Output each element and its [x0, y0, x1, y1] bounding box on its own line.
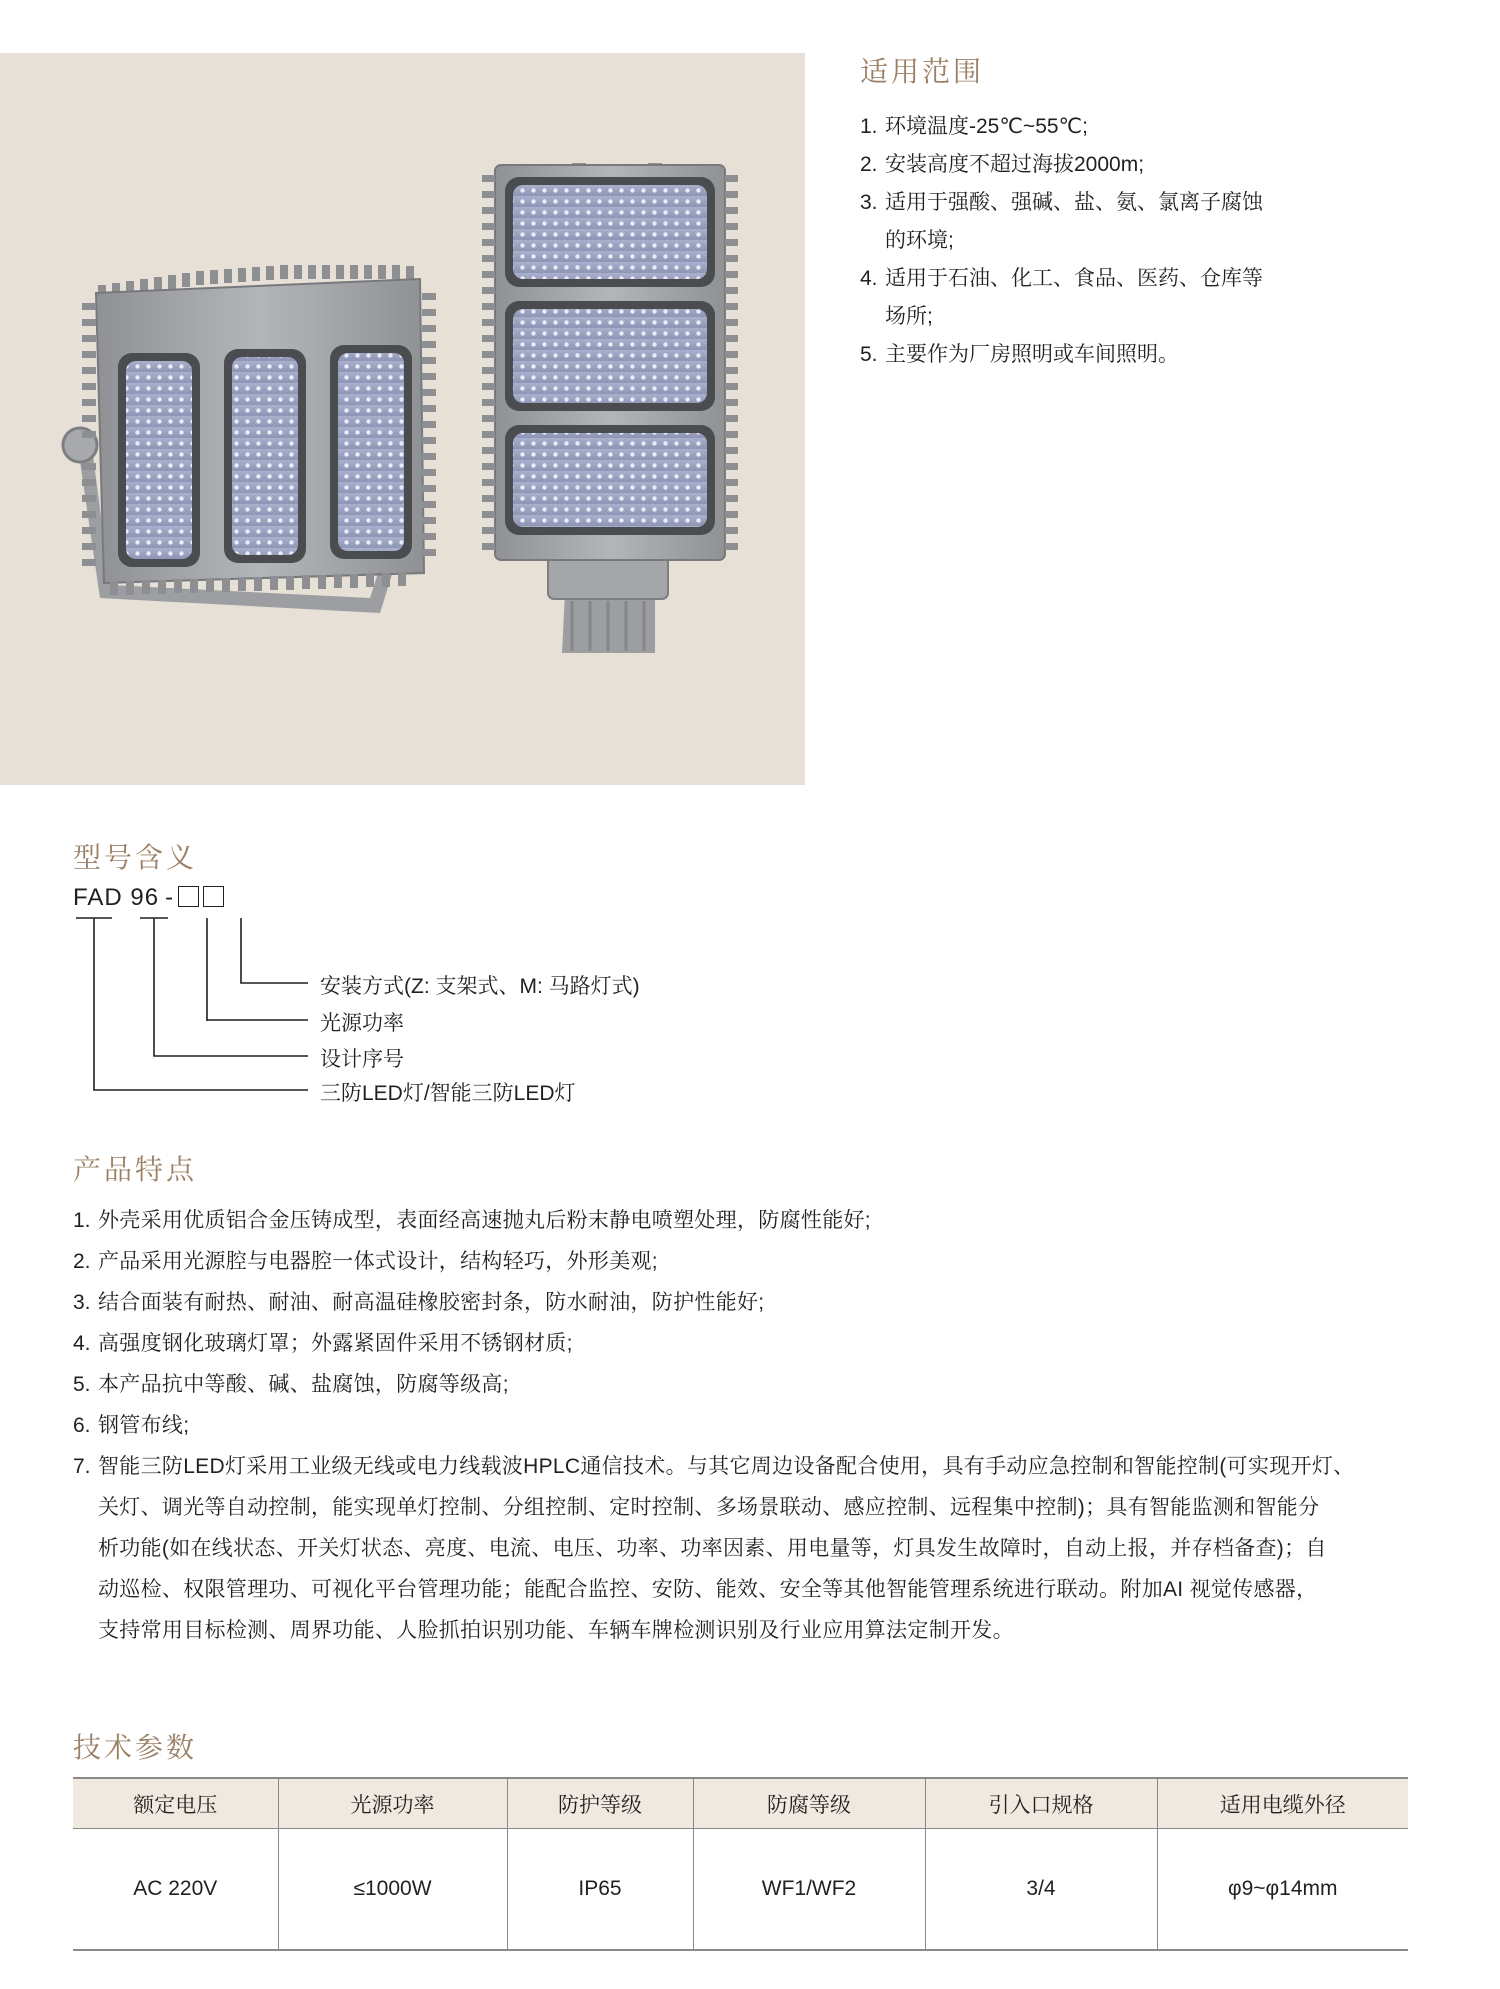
model-label-design-number: 设计序号 — [320, 1048, 404, 1071]
indent-spacer — [73, 1569, 98, 1610]
model-code-prefix: FAD — [73, 884, 123, 911]
scope-item — [860, 222, 1420, 260]
feature-item-text: 析功能(如在线状态、开关灯状态、亮度、电流、电压、功率、功率因素、用电量等，灯具发生故障时，自动上报，并存档备查)；自 — [98, 1537, 1327, 1560]
feature-item-text: 本产品抗中等酸、碱、盐腐蚀，防腐等级高; — [98, 1373, 509, 1396]
feature-list — [73, 1200, 1433, 1651]
spec-header-cable: 适用电缆外径 — [1157, 1778, 1408, 1829]
features-title: 产品特点 — [73, 1153, 198, 1186]
feature-item — [73, 1282, 1433, 1323]
indent-spacer — [73, 1528, 98, 1569]
model-code-series: 96 — [130, 884, 160, 911]
spec-header-row — [73, 1778, 1408, 1829]
model-label-power: 光源功率 — [320, 1012, 404, 1035]
indent-spacer — [73, 1610, 98, 1651]
feature-item-number: 3. — [73, 1291, 91, 1314]
spec-header-protection: 防护等级 — [507, 1778, 693, 1829]
product-illustration — [0, 53, 805, 785]
model-label-lamp-type: 三防LED灯/智能三防LED灯 — [320, 1082, 576, 1105]
bracket-lamp-illustration — [63, 265, 436, 613]
spec-header-voltage: 额定电压 — [73, 1778, 278, 1829]
scope-item — [860, 298, 1420, 336]
spec-value-row — [73, 1829, 1408, 1951]
scope-item — [860, 146, 1420, 184]
feature-item — [73, 1528, 1433, 1569]
spec-value-protection: IP65 — [507, 1829, 693, 1951]
feature-item-number: 2. — [73, 1250, 91, 1273]
scope-title: 适用范围 — [860, 55, 985, 88]
scope-item-text: 场所; — [885, 305, 933, 328]
feature-item — [73, 1241, 1433, 1282]
scope-item-text: 环境温度-25℃~55℃; — [885, 115, 1088, 138]
placeholder-box-mount — [203, 886, 224, 907]
feature-item-number: 5. — [73, 1373, 91, 1396]
spec-value-voltage: AC 220V — [73, 1829, 278, 1951]
spec-header-power: 光源功率 — [278, 1778, 507, 1829]
scope-item-number: 3. — [860, 191, 878, 214]
scope-item-text: 适用于石油、化工、食品、医药、仓库等 — [885, 267, 1263, 290]
spec-table — [73, 1777, 1408, 1951]
scope-item-number: 5. — [860, 343, 878, 366]
feature-item — [73, 1610, 1433, 1651]
feature-item-text: 高强度钢化玻璃灯罩；外露紧固件采用不锈钢材质; — [98, 1332, 573, 1355]
feature-item-number: 4. — [73, 1332, 91, 1355]
feature-item-text: 产品采用光源腔与电器腔一体式设计，结构轻巧，外形美观; — [98, 1250, 658, 1273]
feature-item-number: 6. — [73, 1414, 91, 1437]
scope-item-text: 主要作为厂房照明或车间照明。 — [885, 343, 1179, 366]
specs-title: 技术参数 — [73, 1731, 198, 1764]
scope-list — [860, 108, 1420, 374]
scope-item — [860, 108, 1420, 146]
feature-item — [73, 1323, 1433, 1364]
feature-item-text: 外壳采用优质铝合金压铸成型，表面经高速抛丸后粉末静电喷塑处理，防腐性能好; — [98, 1209, 871, 1232]
road-lamp-illustration — [482, 163, 738, 653]
feature-item — [73, 1569, 1433, 1610]
model-label-mount-type: 安装方式(Z: 支架式、M: 马路灯式) — [320, 975, 640, 998]
product-photo-panel — [0, 53, 805, 785]
scope-item — [860, 184, 1420, 222]
scope-item-text: 安装高度不超过海拔2000m; — [885, 153, 1145, 176]
scope-item-number: 4. — [860, 267, 878, 290]
feature-item-text: 支持常用目标检测、周界功能、人脸抓拍识别功能、车辆车牌检测识别及行业应用算法定制开发。 — [98, 1619, 1014, 1642]
feature-item-text: 结合面装有耐热、耐油、耐高温硅橡胶密封条，防水耐油，防护性能好; — [98, 1291, 765, 1314]
spec-value-inlet: 3/4 — [925, 1829, 1157, 1951]
scope-item-text: 的环境; — [885, 229, 954, 252]
spec-value-anticorrosion: WF1/WF2 — [693, 1829, 925, 1951]
feature-item — [73, 1487, 1433, 1528]
feature-item-number: 7. — [73, 1455, 91, 1478]
scope-item-text: 适用于强酸、强碱、盐、氨、氯离子腐蚀 — [885, 191, 1263, 214]
feature-item — [73, 1200, 1433, 1241]
feature-item — [73, 1405, 1433, 1446]
feature-item-number: 1. — [73, 1209, 91, 1232]
model-meaning-title: 型号含义 — [73, 841, 198, 874]
spec-header-inlet: 引入口规格 — [925, 1778, 1157, 1829]
placeholder-box-power — [178, 886, 199, 907]
spec-value-cable: φ9~φ14mm — [1157, 1829, 1408, 1951]
indent-spacer — [860, 298, 885, 336]
indent-spacer — [73, 1487, 98, 1528]
indent-spacer — [860, 222, 885, 260]
scope-item-number: 1. — [860, 115, 878, 138]
feature-item-text: 智能三防LED灯采用工业级无线或电力线载波HPLC通信技术。与其它周边设备配合使用，具有手动应急控制和智能控制(可实现开灯、 — [98, 1455, 1355, 1478]
feature-item-text: 关灯、调光等自动控制，能实现单灯控制、分组控制、定时控制、多场景联动、感应控制、远程集中控制)；具有智能监测和智能分 — [98, 1496, 1320, 1519]
scope-item-number: 2. — [860, 153, 878, 176]
feature-item — [73, 1364, 1433, 1405]
feature-item-text: 动巡检、权限管理功、可视化平台管理功能；能配合监控、安防、能效、安全等其他智能管理系统进行联动。附加AI 视觉传感器， — [98, 1578, 1318, 1601]
feature-item-text: 钢管布线; — [98, 1414, 190, 1437]
scope-item — [860, 336, 1420, 374]
spec-header-anticorrosion: 防腐等级 — [693, 1778, 925, 1829]
model-code-dash: - — [165, 884, 175, 911]
spec-value-power: ≤1000W — [278, 1829, 507, 1951]
feature-item — [73, 1446, 1433, 1487]
scope-item — [860, 260, 1420, 298]
model-code — [73, 884, 224, 912]
